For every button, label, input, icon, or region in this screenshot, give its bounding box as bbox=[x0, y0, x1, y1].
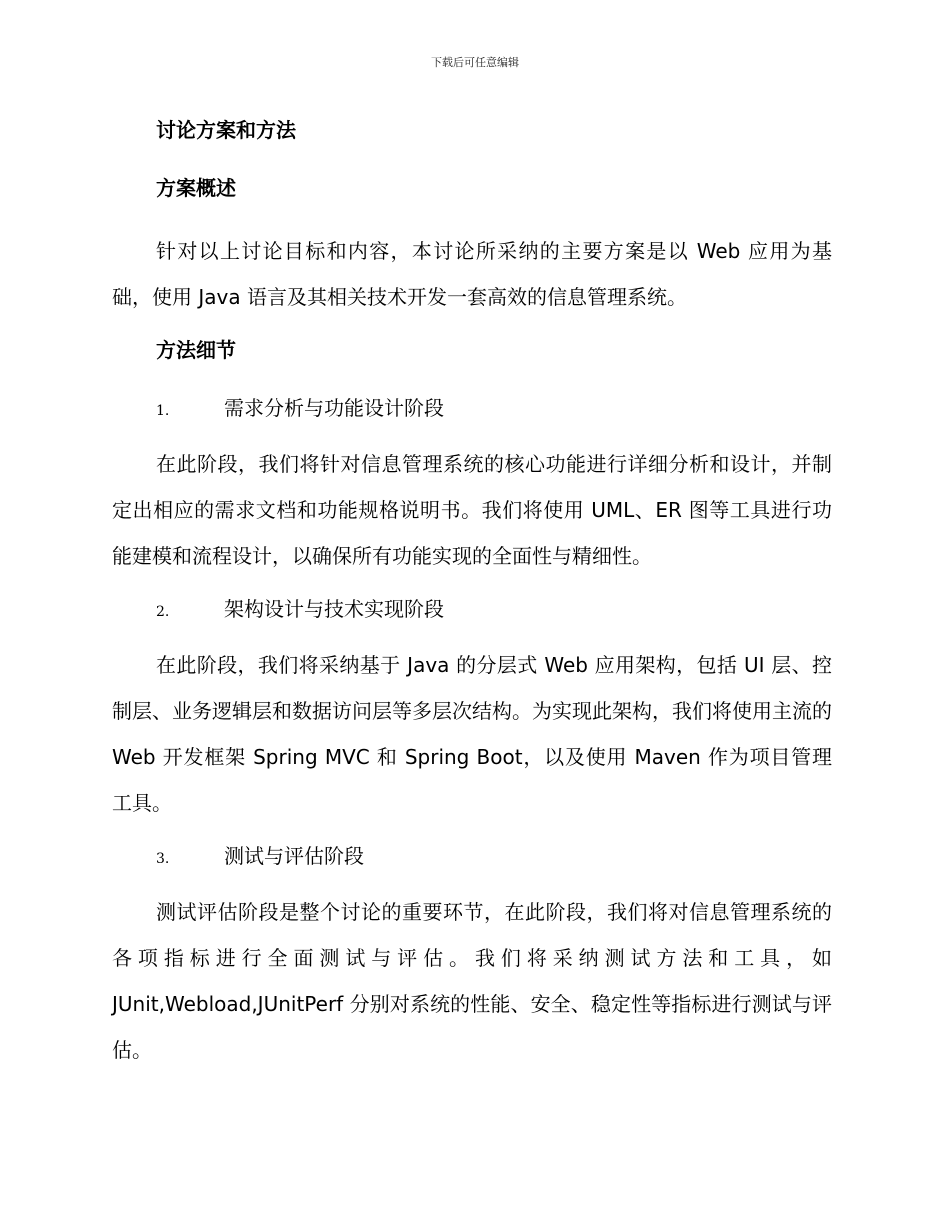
list-item-title: 架构设计与技术实现阶段 bbox=[224, 597, 444, 621]
document-body bbox=[112, 112, 832, 1085]
overview-heading: 方案概述 bbox=[156, 176, 236, 200]
page-header: 下载后可任意编辑 bbox=[431, 56, 519, 69]
details-heading: 方法细节 bbox=[156, 338, 236, 362]
list-number: 2. bbox=[156, 604, 170, 620]
list-item-2 bbox=[112, 591, 832, 630]
overview-paragraph: 针对以上讨论目标和内容，本讨论所采纳的主要方案是以 Web 应用为基础，使用 Java 语言及其相关技术开发一套高效的信息管理系统。 bbox=[112, 239, 832, 309]
list-item-title: 测试与评估阶段 bbox=[224, 844, 364, 868]
item-1-paragraph: 在此阶段，我们将针对信息管理系统的核心功能进行详细分析和设计，并制定出相应的需求文档和功能规格说明书。我们将使用 UML、ER 图等工具进行功能建模和流程设计，以确保所有功能实现的全面性与精细性。 bbox=[112, 452, 832, 568]
list-item-title: 需求分析与功能设计阶段 bbox=[224, 396, 444, 420]
item-3-paragraph: 测试评估阶段是整个讨论的重要环节，在此阶段，我们将对信息管理系统的各项指标进行全面测试与评估。我们将采纳测试方法和工具，如 JUnit,Webload,JUnitPerf 分别对系统的性能、安全、稳定性等指标进行测试与评估。 bbox=[112, 900, 832, 1062]
list-item-3 bbox=[112, 838, 832, 877]
section-title: 讨论方案和方法 bbox=[156, 118, 296, 142]
list-number: 3. bbox=[156, 851, 170, 867]
list-item-1 bbox=[112, 390, 832, 429]
item-2-paragraph: 在此阶段，我们将采纳基于 Java 的分层式 Web 应用架构，包括 UI 层、控制层、业务逻辑层和数据访问层等多层次结构。为实现此架构，我们将使用主流的 Web 开发框架 Spring MVC 和 Spring Boot，以及使用 Maven 作为项目管理工具。 bbox=[112, 653, 832, 815]
list-number: 1. bbox=[156, 403, 170, 419]
